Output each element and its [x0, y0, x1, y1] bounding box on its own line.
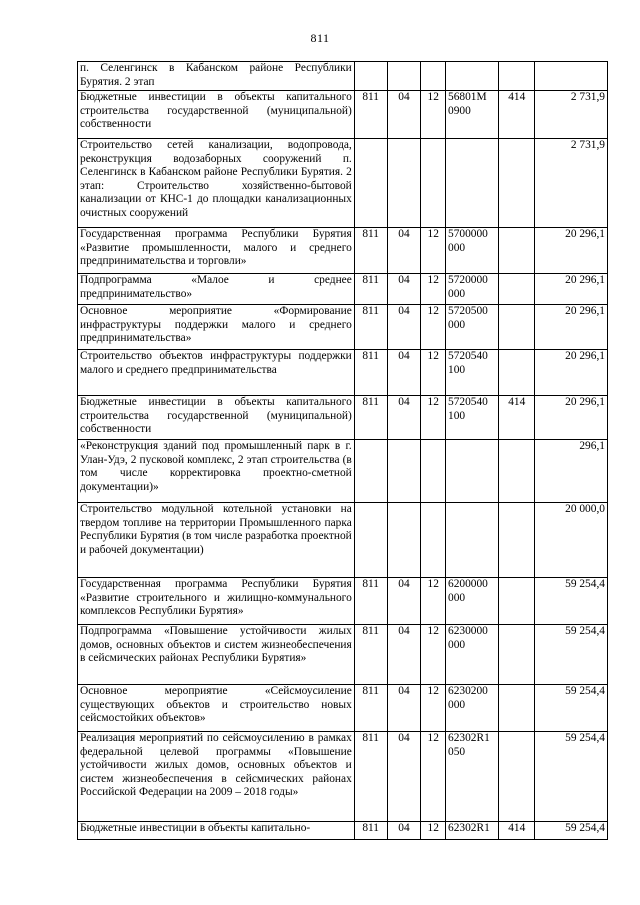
- amount: 20 296,1: [535, 228, 608, 274]
- item-name: Государственная программа Республики Бурятия «Развитие строительного и жилищно-коммунального комплексов Республики Бурятия»: [78, 578, 355, 625]
- code-rz: 04: [387, 274, 421, 305]
- table-row: [78, 440, 608, 503]
- code-vr: 414: [499, 91, 535, 139]
- item-name: Подпрограмма «Малое и среднее предпринимательство»: [78, 274, 355, 305]
- code-vr: 414: [499, 396, 535, 440]
- amount: 59 254,4: [535, 732, 608, 822]
- code-gr: 811: [354, 350, 387, 396]
- item-name: Строительство сетей канализации, водопровода, реконструкция водозаборных сооружений п. Селенгинск в Кабанском районе Республики Бурятия. 2 этап: Строительство хозяйственно-бытовой канализации от КНС-1 до площадки канализационных очистных сооружений: [78, 139, 355, 228]
- code-cs: 62302R1: [446, 822, 499, 840]
- code-pr: 12: [421, 685, 446, 732]
- amount: 59 254,4: [535, 685, 608, 732]
- item-name: Основное мероприятие «Сейсмоусиление существующих объектов и строительство новых сейсмостойких объектов»: [78, 685, 355, 732]
- code-gr: 811: [354, 305, 387, 350]
- code-cs: [446, 62, 499, 91]
- code-gr: 811: [354, 822, 387, 840]
- page-number: 811: [310, 31, 330, 45]
- table-row: [78, 274, 608, 305]
- item-name: Бюджетные инвестиции в объекты капитального строительства государственной (муниципальной) собственности: [78, 396, 355, 440]
- item-name: Бюджетные инвестиции в объекты капитального строительства государственной (муниципальной) собственности: [78, 91, 355, 139]
- table-row: [78, 732, 608, 822]
- code-rz: [387, 62, 421, 91]
- code-gr: 811: [354, 578, 387, 625]
- table-row: [78, 139, 608, 228]
- table-row: [78, 305, 608, 350]
- code-vr: [499, 350, 535, 396]
- code-cs: 5720540 100: [446, 350, 499, 396]
- code-cs: 6230200 000: [446, 685, 499, 732]
- code-gr: 811: [354, 91, 387, 139]
- table-row: [78, 625, 608, 685]
- item-name: Строительство объектов инфраструктуры поддержки малого и среднего предпринимательства: [78, 350, 355, 396]
- code-pr: 12: [421, 396, 446, 440]
- code-pr: [421, 139, 446, 228]
- code-vr: [499, 274, 535, 305]
- budget-table: [77, 61, 608, 840]
- code-pr: [421, 503, 446, 578]
- table-row: [78, 396, 608, 440]
- code-pr: 12: [421, 350, 446, 396]
- code-vr: [499, 732, 535, 822]
- code-vr: [499, 305, 535, 350]
- code-pr: 12: [421, 732, 446, 822]
- code-pr: 12: [421, 305, 446, 350]
- table-row: [78, 685, 608, 732]
- code-pr: 12: [421, 625, 446, 685]
- table-row: [78, 503, 608, 578]
- code-vr: [499, 578, 535, 625]
- table-row: [78, 228, 608, 274]
- code-gr: [354, 503, 387, 578]
- code-cs: 6200000 000: [446, 578, 499, 625]
- code-pr: 12: [421, 822, 446, 840]
- amount: 20 296,1: [535, 350, 608, 396]
- amount: 20 296,1: [535, 396, 608, 440]
- code-cs: 5720000 000: [446, 274, 499, 305]
- amount: 20 296,1: [535, 274, 608, 305]
- code-cs: 5720500 000: [446, 305, 499, 350]
- code-pr: 12: [421, 228, 446, 274]
- code-rz: 04: [387, 732, 421, 822]
- amount: 59 254,4: [535, 822, 608, 840]
- code-rz: [387, 503, 421, 578]
- item-name: Государственная программа Республики Бурятия «Развитие промышленности, малого и среднего предпринимательства и торговли»: [78, 228, 355, 274]
- code-vr: [499, 440, 535, 503]
- code-vr: [499, 685, 535, 732]
- item-name: «Реконструкция зданий под промышленный парк в г. Улан-Удэ, 2 пусковой комплекс, 2 этап строительства (в том числе корректировка проектно-сметной документации)»: [78, 440, 355, 503]
- code-cs: [446, 440, 499, 503]
- code-rz: [387, 440, 421, 503]
- code-gr: 811: [354, 732, 387, 822]
- item-name: Реализация мероприятий по сейсмоусилению в рамках федеральной целевой программы «Повышение устойчивости жилых домов, основных объектов и систем жизнеобеспечения в сейсмических районах Российской Федерации на 2009 – 2018 годы»: [78, 732, 355, 822]
- code-rz: 04: [387, 578, 421, 625]
- amount: [535, 62, 608, 91]
- amount: 59 254,4: [535, 625, 608, 685]
- code-gr: 811: [354, 685, 387, 732]
- code-rz: 04: [387, 228, 421, 274]
- budget-table-body: [78, 62, 608, 840]
- code-vr: 414: [499, 822, 535, 840]
- code-rz: 04: [387, 625, 421, 685]
- item-name: Бюджетные инвестиции в объекты капитально-: [78, 822, 355, 840]
- code-gr: [354, 440, 387, 503]
- code-rz: 04: [387, 396, 421, 440]
- code-cs: 62302R1 050: [446, 732, 499, 822]
- code-rz: 04: [387, 685, 421, 732]
- table-row: [78, 350, 608, 396]
- table-row: [78, 62, 608, 91]
- code-cs: 6230000 000: [446, 625, 499, 685]
- code-rz: 04: [387, 350, 421, 396]
- code-gr: [354, 139, 387, 228]
- code-rz: 04: [387, 91, 421, 139]
- code-vr: [499, 625, 535, 685]
- item-name: Подпрограмма «Повышение устойчивости жилых домов, основных объектов и систем жизнеобеспечения в сейсмических районах Республики Бурятия»: [78, 625, 355, 685]
- code-cs: 5720540 100: [446, 396, 499, 440]
- amount: 59 254,4: [535, 578, 608, 625]
- code-cs: 5700000 000: [446, 228, 499, 274]
- code-rz: 04: [387, 305, 421, 350]
- code-gr: [354, 62, 387, 91]
- item-name: п. Селенгинск в Кабанском районе Республики Бурятия. 2 этап: [78, 62, 355, 91]
- code-rz: [387, 139, 421, 228]
- code-vr: [499, 503, 535, 578]
- code-pr: 12: [421, 578, 446, 625]
- code-cs: [446, 503, 499, 578]
- code-rz: 04: [387, 822, 421, 840]
- code-pr: 12: [421, 274, 446, 305]
- item-name: Основное мероприятие «Формирование инфраструктуры поддержки малого и среднего предпринимательства»: [78, 305, 355, 350]
- code-gr: 811: [354, 625, 387, 685]
- table-row: [78, 91, 608, 139]
- table-row: [78, 822, 608, 840]
- code-vr: [499, 228, 535, 274]
- code-vr: [499, 62, 535, 91]
- item-name: Строительство модульной котельной установки на твердом топливе на территории Промышленного парка Республики Бурятия (в том числе разработка проектной и рабочей документации): [78, 503, 355, 578]
- code-pr: 12: [421, 91, 446, 139]
- code-cs: [446, 139, 499, 228]
- amount: 20 296,1: [535, 305, 608, 350]
- code-pr: [421, 62, 446, 91]
- code-gr: 811: [354, 228, 387, 274]
- amount: 296,1: [535, 440, 608, 503]
- table-row: [78, 578, 608, 625]
- code-cs: 56801M 0900: [446, 91, 499, 139]
- amount: 2 731,9: [535, 139, 608, 228]
- code-vr: [499, 139, 535, 228]
- code-pr: [421, 440, 446, 503]
- code-gr: 811: [354, 274, 387, 305]
- amount: 20 000,0: [535, 503, 608, 578]
- amount: 2 731,9: [535, 91, 608, 139]
- code-gr: 811: [354, 396, 387, 440]
